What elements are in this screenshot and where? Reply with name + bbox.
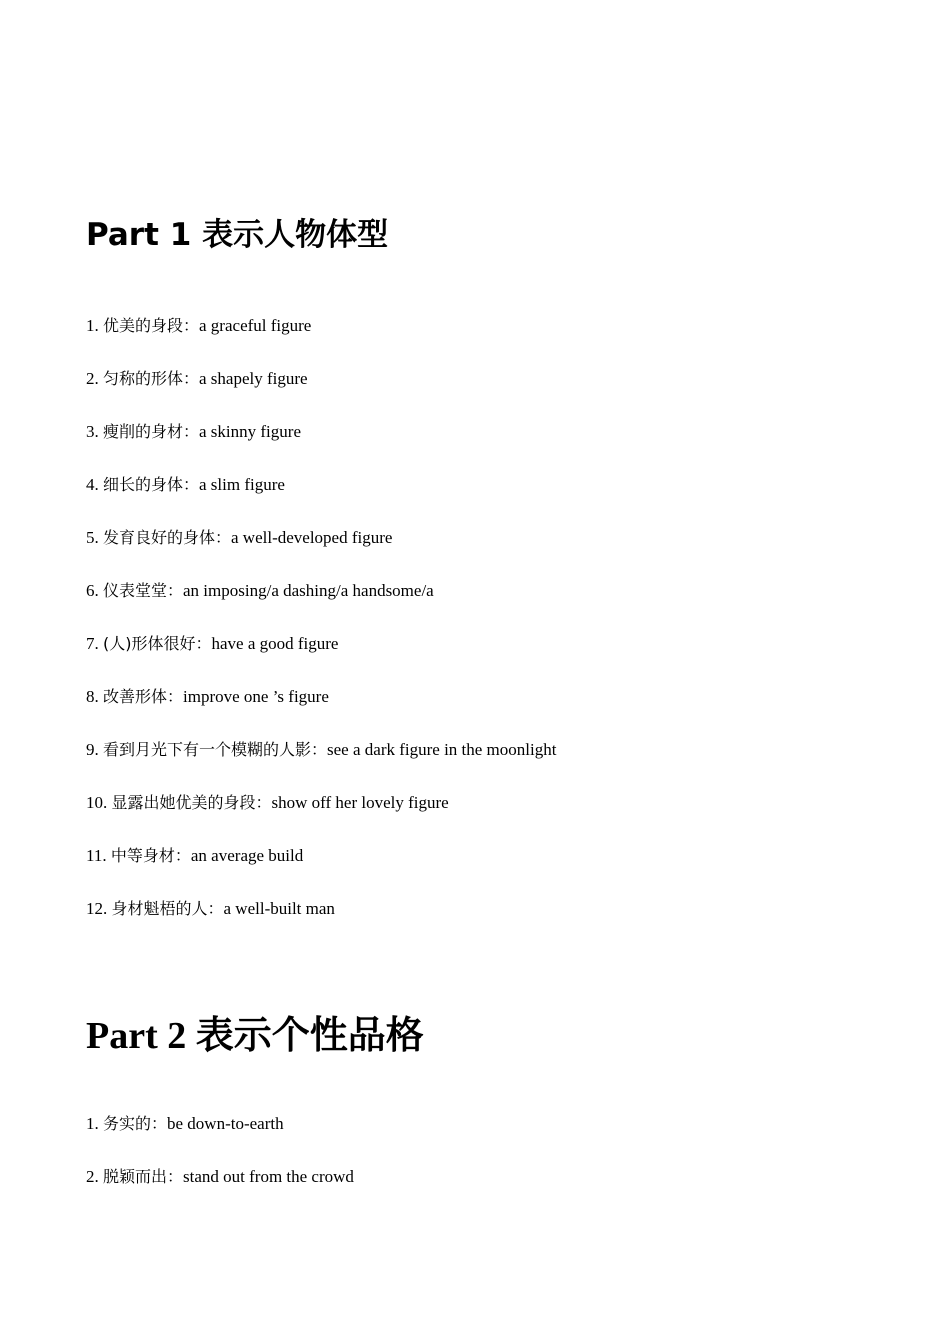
list-item [86,900,335,917]
item-number: 2. [86,369,103,388]
list-item [86,476,285,493]
item-chinese: 发育良好的身体： [103,528,232,547]
item-number: 12. [86,899,112,918]
item-chinese: 脱颖而出： [103,1167,184,1186]
item-english: a well-built man [223,899,335,918]
item-number: 1. [86,316,103,335]
list-item [86,635,338,652]
item-number: 3. [86,422,103,441]
list-item [86,529,392,546]
item-number: 2. [86,1167,103,1186]
item-chinese: 中等身材： [110,846,191,865]
item-chinese: 瘦削的身材： [103,422,200,441]
list-item [86,317,311,334]
item-english: be down-to-earth [167,1114,284,1133]
item-english: a well-developed figure [231,528,393,547]
item-english: a graceful figure [199,316,312,335]
item-chinese: 显露出她优美的身段： [111,793,272,812]
list-item [86,794,449,811]
list-item [86,741,556,758]
list-item [86,688,329,705]
part1-heading: Part 1 表示人物体型 [86,217,389,253]
item-number: 4. [86,475,103,494]
list-item [86,847,303,864]
item-chinese: 细长的身体： [103,475,200,494]
item-number: 9. [86,740,103,759]
item-chinese: 仪表堂堂： [103,581,184,600]
list-item [86,1115,284,1132]
list-item [86,582,434,599]
item-number: 7. [86,634,103,653]
item-english: a slim figure [199,475,285,494]
item-number: 11. [86,846,111,865]
item-number: 8. [86,687,103,706]
item-english: a shapely figure [199,369,308,388]
item-chinese: 身材魁梧的人： [111,899,224,918]
item-number: 10. [86,793,112,812]
item-number: 1. [86,1114,103,1133]
list-item [86,423,301,440]
list-item [86,370,308,387]
item-chinese: 优美的身段： [103,316,200,335]
item-chinese: 看到月光下有一个模糊的人影： [103,740,328,759]
item-english: have a good figure [211,634,339,653]
item-english: see a dark figure in the moonlight [327,740,557,759]
item-chinese: 匀称的形体： [103,369,200,388]
part2-heading: Part 2 表示个性品格 [86,1015,424,1057]
item-english: improve one ’s figure [183,687,329,706]
item-english: show off her lovely figure [271,793,449,812]
item-number: 6. [86,581,103,600]
item-number: 5. [86,528,103,547]
item-chinese: (人)形体很好： [103,634,212,653]
item-english: an average build [190,846,304,865]
item-chinese: 务实的： [103,1114,168,1133]
list-item [86,1168,354,1185]
item-english: a skinny figure [199,422,301,441]
item-english: stand out from the crowd [183,1167,354,1186]
item-english: an imposing/a dashing/a handsome/a [183,581,434,600]
item-chinese: 改善形体： [103,687,184,706]
